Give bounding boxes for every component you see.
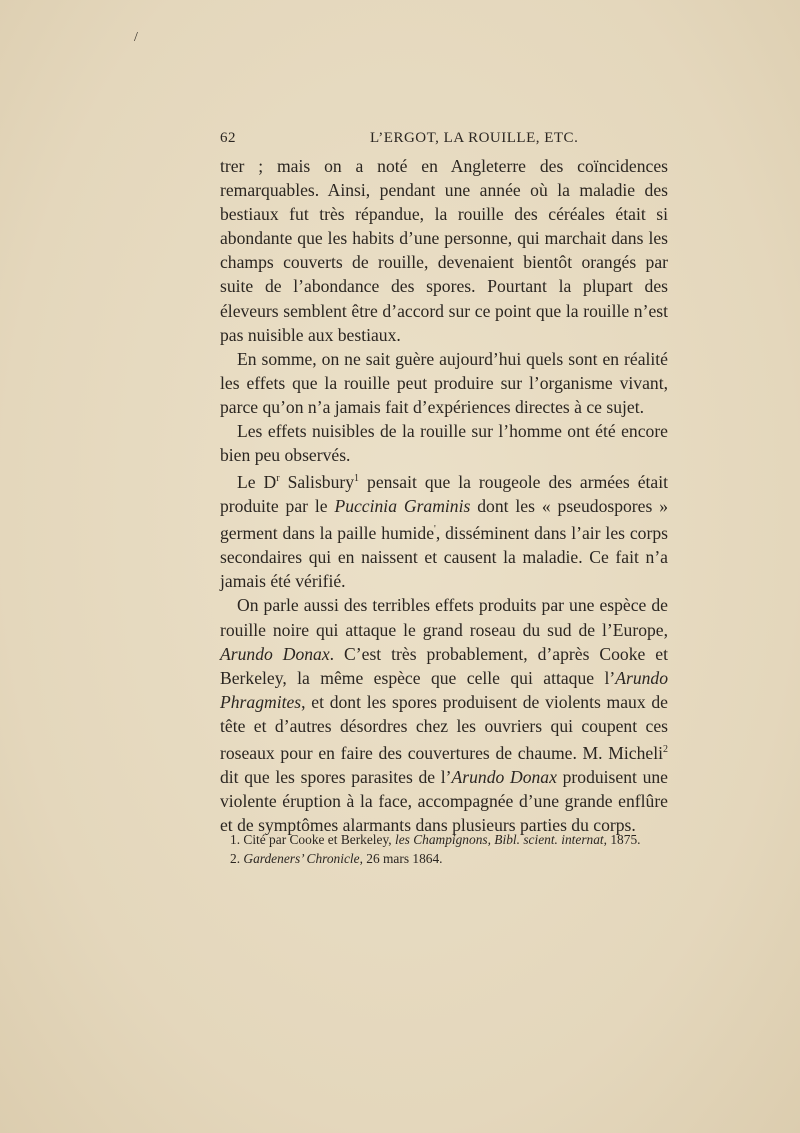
footnote-ref-2: 2: [663, 743, 668, 755]
p5-italic-b: Arundo Phragmites: [220, 667, 668, 712]
p4-name: Salisbury: [279, 472, 355, 493]
footnote-1-italic: les Champignons, Bibl. scient. internat: [394, 832, 604, 847]
p4-sup-r: r: [276, 473, 280, 485]
p5-text-b: . C’est très probablement, d’après Cooke et Berkeley, la même espèce que celle qui attaque l’: [220, 643, 668, 688]
footnote-1-number: 1.: [230, 832, 241, 847]
body-text: [220, 154, 668, 837]
p4-text-a: pensait que la rougeole des armées était produite par le: [220, 472, 668, 517]
p4-lead: Le D: [237, 472, 277, 493]
p4-italic-a: Puccinia Graminis: [334, 496, 471, 517]
footnote-1: [220, 830, 690, 849]
p4-text-b: dont les « pseudospores » germent dans la paille humide: [220, 496, 668, 544]
footnote-1-text-a: Cité par Cooke et Berkeley,: [240, 832, 395, 847]
footnote-2-number: 2.: [230, 851, 241, 866]
p5-italic-c: Arundo Donax: [451, 766, 557, 787]
footnote-ref-1: 1: [354, 473, 360, 485]
p4-text-c: , disséminent dans l’air les corps secondaires qui en naissent et causent la maladie. Ce fait n’a jamais été vérifié.: [220, 523, 668, 592]
p5-text-a: On parle aussi des terribles effets produits par une espèce de rouille noire qui attaque le grand roseau du sud de l’Europe,: [220, 595, 668, 640]
paragraph-4: [220, 467, 668, 593]
paragraph-3: Les effets nuisibles de la rouille sur l’homme ont été encore bien peu observés.: [220, 421, 668, 466]
footnotes: [220, 830, 690, 868]
ink-mark: /: [134, 30, 138, 45]
running-head: [220, 130, 668, 152]
p5-italic-a: Arundo Donax: [220, 643, 330, 664]
p4-tick: ': [434, 524, 436, 536]
footnote-1-text-b: , 1875.: [603, 832, 641, 847]
p5-text-d: dit que les spores parasites de l’: [220, 766, 452, 787]
p5-text-c: , et dont les spores produisent de violents maux de tête et d’autres désordres chez les ouvriers qui coupent ces roseaux pour en faire des couvertures de chaume. M. Micheli: [220, 691, 668, 763]
footnote-2-italic: Gardeners’ Chronicle: [243, 851, 360, 866]
p5-text-e: produisent une violente éruption à la face, accompagnée d’une grande enflûre et de symptômes alarmants dans plusieurs parties du corps.: [220, 766, 668, 836]
running-title: L’ERGOT, LA ROUILLE, ETC.: [370, 130, 579, 146]
footnote-2: [220, 849, 690, 868]
paragraph-2: En somme, on ne sait guère aujourd’hui quels sont en réalité les effets que la rouille peut produire sur l’organisme vivant, parce qu’on n’a jamais fait d’expériences directes à ce sujet.: [220, 348, 668, 417]
footnote-2-text: , 26 mars 1864.: [359, 851, 443, 866]
page-number: 62: [220, 130, 236, 146]
paragraph-1: trer ; mais on a noté en Angleterre des coïncidences remarquables. Ainsi, pendant une année où la maladie des bestiaux fut très répandue, la rouille des céréales était si abondante que les habits d’une personne, qui marchait dans les champs couverts de rouille, devenaient bientôt orangés par suite de l’abondance des spores. Pourtant la plupart des éleveurs semblent être d’accord sur ce point que la rouille n’est pas nuisible aux bestiaux.: [220, 156, 668, 345]
paragraph-5: [220, 593, 668, 837]
